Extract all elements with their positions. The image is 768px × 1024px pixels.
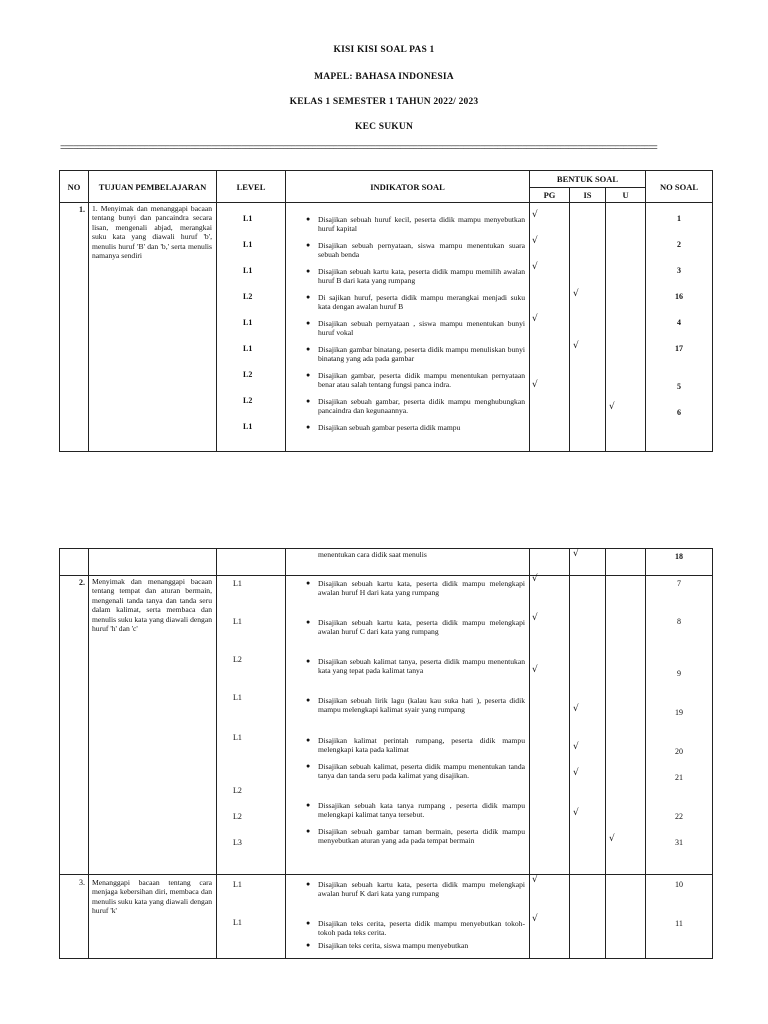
indicator-item: ● Disajikan sebuah kartu kata, peserta didik mampu memilih awalan huruf B dari kata yang rumpang (306, 267, 525, 286)
indicator-item: ● Disajikan gambar, peserta didik mampu menentukan pernyataan benar atau salah tentang fungsi panca indra. (306, 371, 525, 390)
check-mark: √ (532, 875, 538, 885)
indicator-item: ● Disajikan teks cerita, siswa mampu menyebutkan (306, 941, 469, 950)
level-label: L1 (233, 617, 242, 626)
check-mark: √ (609, 834, 615, 844)
level-label: L1 (243, 240, 253, 249)
check-mark: √ (532, 613, 538, 623)
question-number: 11 (675, 919, 683, 928)
separator-line: ============================================================================================================================================== (60, 143, 657, 153)
col-level-header: LEVEL (217, 171, 286, 203)
level-label: L1 (243, 214, 253, 223)
check-mark: √ (573, 768, 579, 778)
doc-district: KEC SUKUN (354, 122, 414, 132)
indicator-item: ● Dissajikan sebuah kata tanya rumpang , peserta didik mampu melengkapi kalimat tanya tersebut. (306, 801, 525, 820)
check-mark: √ (532, 665, 538, 675)
indicator-item: ● Disajikan sebuah kartu kata, peserta didik mampu melengkapi awalan huruf H dari kata yang rumpang (306, 579, 525, 598)
col-is-header: IS (570, 188, 606, 203)
check-mark: √ (532, 236, 538, 246)
question-number: 7 (677, 579, 681, 588)
question-number: 17 (675, 344, 684, 353)
question-number: 5 (677, 382, 682, 391)
question-number: 9 (677, 669, 681, 678)
doc-title: KISI KISI SOAL PAS 1 (333, 45, 435, 55)
indicator-item: ● Disajikan sebuah kartu kata, peserta didik mampu melengkapi awalan huruf K dari kata yang rumpang (306, 880, 525, 899)
question-number: 4 (677, 318, 682, 327)
question-number: 21 (675, 773, 683, 782)
question-number: 2 (677, 240, 682, 249)
doc-class-semester: KELAS 1 SEMESTER 1 TAHUN 2022/ 2023 (289, 97, 479, 107)
indicator-item: ● Disajikan sebuah kartu kata, peserta didik mampu melengkapi awalan huruf C dari kata yang rumpang (306, 618, 525, 637)
indicator-item: ● Disajikan sebuah pernyataan , siswa mampu menentukan bunyi huruf vokal (306, 319, 525, 338)
level-label: L2 (243, 370, 253, 379)
col-u-header: U (606, 188, 646, 203)
check-mark: √ (532, 262, 538, 272)
level-label: L2 (243, 292, 253, 301)
level-label: L1 (233, 579, 242, 588)
check-mark: √ (532, 380, 538, 390)
question-number: 10 (675, 880, 683, 889)
level-label: L1 (243, 422, 253, 431)
row-number: 2. (79, 578, 85, 587)
check-mark: √ (573, 341, 579, 351)
question-number: 8 (677, 617, 681, 626)
row-number: 3. (79, 878, 85, 887)
question-number: 18 (675, 552, 683, 561)
indicator-item: ● Disajikan sebuah kalimat tanya, peserta didik mampu menentukan kata yang tepat pada kalimat tanya (306, 657, 525, 676)
grid-table-2 (59, 548, 713, 959)
check-mark: √ (573, 742, 579, 752)
col-nosoal-header: NO SOAL (646, 171, 713, 203)
question-number: 16 (675, 292, 684, 301)
indicator-item: ● Di sajikan huruf, peserta didik mampu merangkai menjadi suku kata dengan awalan huruf B (306, 293, 525, 312)
check-mark: √ (609, 402, 615, 412)
indicator-item: ● Disajikan sebuah lirik lagu (kalau kau suka hati ), peserta didik mampu melengkapi kalimat syair yang rumpang (306, 696, 525, 715)
question-number: 31 (675, 838, 683, 847)
level-label: L1 (233, 880, 242, 889)
level-label: L1 (233, 693, 242, 702)
col-bentuk-header: BENTUK SOAL (530, 171, 646, 188)
indicator-item: ● Disajikan sebuah gambar, peserta didik mampu menghubungkan pancaindra dan kegunaannya. (306, 397, 525, 416)
question-number: 6 (677, 408, 682, 417)
col-indikator-header: INDIKATOR SOAL (286, 171, 530, 203)
level-label: L1 (233, 918, 242, 927)
level-label: L1 (233, 733, 242, 742)
indicator-item: ● Disajikan sebuah huruf kecil, peserta didik mampu menyebutkan huruf kapital (306, 215, 525, 234)
check-mark: √ (532, 914, 538, 924)
objective-text: Menanggapi bacaan tentang cara menjaga kebersihan diri, membaca dan menulis suku kata yang diawali dengan huruf 'k' (92, 878, 212, 916)
question-number: 1 (677, 214, 682, 223)
indicator-item: ● Disajikan teks cerita, peserta didik mampu menyebutkan tokoh-tokoh pada teks cerita. (306, 919, 525, 938)
level-label: L2 (243, 396, 253, 405)
objective-text: 1. Menyimak dan menanggapi bacaan tentang bunyi dan pancaindra secara lisan, mengenali abjad, merangkai suku kata yang diawali huruf 'b', menulis huruf 'B' dan 'b,' serta menulis namanya sendiri (92, 204, 212, 261)
check-mark: √ (573, 704, 579, 714)
level-label: L2 (233, 655, 242, 664)
level-label: L1 (243, 266, 253, 275)
check-mark: √ (573, 808, 579, 818)
indicator-item: ● Disajikan sebuah gambar peserta didik mampu (306, 423, 461, 432)
check-mark: √ (532, 314, 538, 324)
col-pg-header: PG (530, 188, 570, 203)
question-number: 3 (677, 266, 682, 275)
question-number: 22 (675, 812, 683, 821)
doc-subject: MAPEL: BAHASA INDONESIA (314, 72, 454, 82)
check-mark: √ (532, 210, 538, 220)
level-label: L3 (233, 838, 242, 847)
indicator-item: ● Disajikan gambar binatang, peserta didik mampu menuliskan bunyi binatang yang ada pada gambar (306, 345, 525, 364)
level-label: L2 (233, 786, 242, 795)
check-mark: √ (532, 574, 538, 584)
row-number: 1. (79, 205, 85, 214)
col-tujuan-header: TUJUAN PEMBELAJARAN (89, 171, 217, 203)
question-number: 20 (675, 747, 683, 756)
level-label: L1 (243, 318, 253, 327)
check-mark: √ (573, 289, 579, 299)
check-mark: √ (573, 549, 579, 559)
col-no-header: NO (60, 171, 89, 203)
indicator-continuation: menentukan cara didik saat menulis (318, 550, 427, 559)
question-number: 19 (675, 708, 683, 717)
level-label: L1 (243, 344, 253, 353)
indicator-item: ● Disajikan sebuah pernyataan, siswa mampu menentukan suara sebuah benda (306, 241, 525, 260)
objective-text: Menyimak dan menanggapi bacaan tentang tempat dan aturan bermain, mengenali tanda tanya dan tanda seru dalam kalimat, serta membaca dan menulis suku kata yang diawali dengan huruf 'h' dan 'c' (92, 577, 212, 634)
grid-table-1 (59, 170, 713, 452)
indicator-item: ● Disajikan sebuah gambar taman bermain, peserta didik mampu menyebutkan aturan yang ada pada tempat bermain (306, 827, 525, 846)
level-label: L2 (233, 812, 242, 821)
indicator-item: ● Disajikan kalimat perintah rumpang, peserta didik mampu melengkapi kata pada kalimat (306, 736, 525, 755)
indicator-item: ● Disajikan sebuah kalimat, peserta didik mampu menentukan tanda tanya dan tanda seru pada kalimat yang disajikan. (306, 762, 525, 781)
